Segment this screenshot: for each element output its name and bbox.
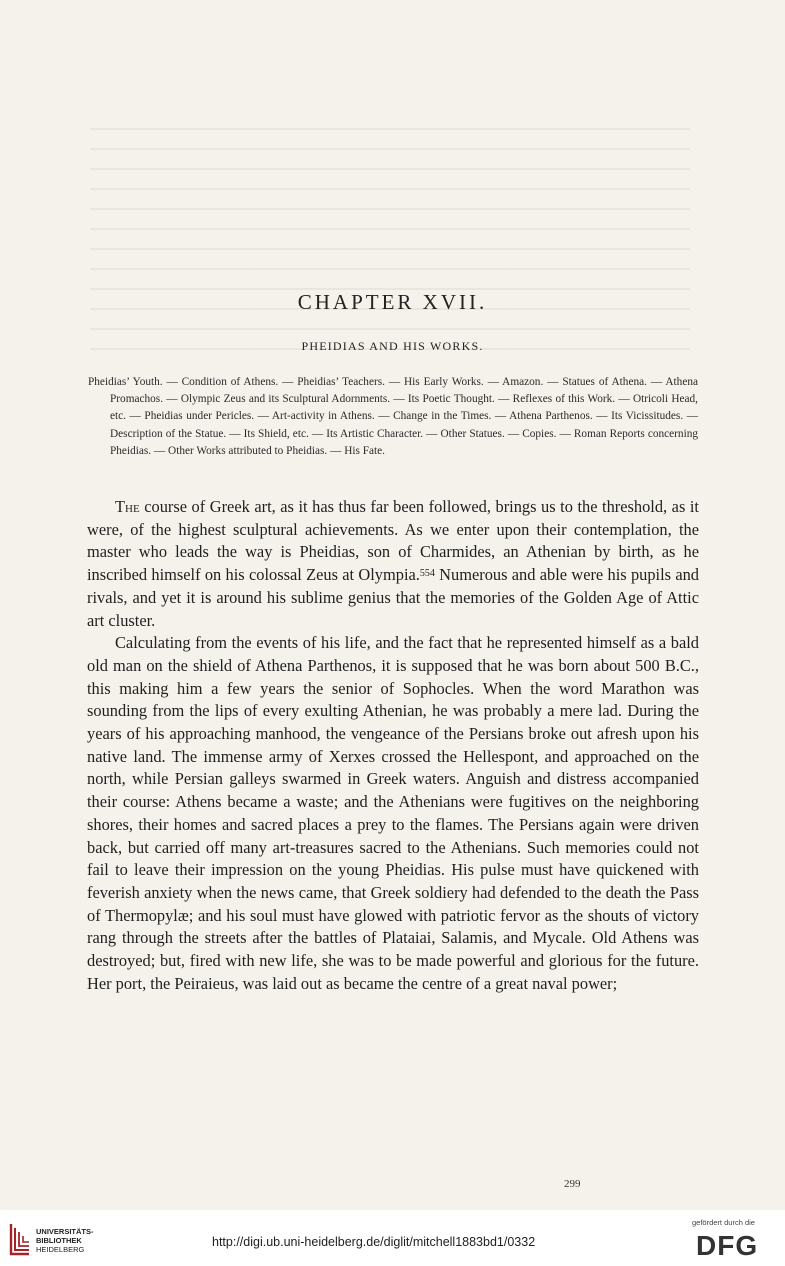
chapter-synopsis: Pheidias’ Youth. — Condition of Athens. — Pheidias’ Teachers. — His Early Works. — Amazon. — Statues of Athena. — Athena Promachos. — Olympic Zeus and its Sculptural Adornments. — Its Poetic Thought. — Reflexes of this Work. — Otricoli Head, etc. — Pheidias under Pericles. — Art-activity in Athens. — Change in the Times. — Athena Parthenos. — Its Vicissitudes. — Description of the Statue. — Its Shield, etc. — Its Artistic Character. — Other Statues. — Copies. — Roman Reports concerning Pheidias. — Other Works attributed to Pheidias. — His Fate. xyxy=(88,376,698,457)
paragraph-lead-word: The xyxy=(115,497,140,516)
body-text xyxy=(87,496,699,995)
institution-name xyxy=(36,1227,94,1254)
dfg-logo[interactable]: DFG xyxy=(696,1230,759,1261)
viewer-footer xyxy=(0,1210,785,1266)
funding-caption: gefördert durch die xyxy=(692,1218,755,1227)
page-number: 299 xyxy=(564,1178,581,1190)
chapter-title: CHAPTER XVII. xyxy=(297,290,488,314)
institution-line-3: HEIDELBERG xyxy=(36,1245,85,1254)
footnote-ref[interactable]: 554 xyxy=(419,568,435,580)
institution-line-2: BIBLIOTHEK xyxy=(36,1236,82,1245)
paragraph-1 xyxy=(87,496,699,632)
show-through-text xyxy=(90,110,690,360)
institution-line-1: UNIVERSITÄTS- xyxy=(36,1227,94,1236)
permalink-url[interactable]: http://digi.ub.uni-heidelberg.de/diglit/mitchell1883bd1/0332 xyxy=(212,1235,536,1249)
paragraph-2: Calculating from the events of his life, and the fact that he represented himself as a bald old man on the shield of Athena Parthenos, it is supposed that he was born about 500 B.C., this making him a few years the senior of Sophocles. When the word Marathon was sounding from the lips of every exulting Athenian, he was probably a mere lad. During the years of his approaching manhood, the vengeance of the Persians broke out afresh upon his native land. The immense army of Xerxes crossed the Hellespont, and approached on the north, while Persian galleys swarmed in Greek waters. Anguish and distress accompanied their course: Athens became a waste; and the Athenians were fugitives on the neighboring shores, their homes and sacred places a prey to the flames. The Persians again were driven back, but carried off many art-treasures sacred to the Athenians. Such memories could not fail to leave their impression on the young Pheidias. His pulse must have quickened with feverish anxiety when the news came, that Greek soldiery had defended to the death the Pass of Thermopylæ; and his soul must have glowed with patriotic fervor as the shouts of victory rang through the streets after the battles of Plataiai, Salamis, and Mycale. Old Athens was destroyed; but, fired with new life, she was to be made powerful and glorious for the future. Her port, the Peiraieus, was laid out as became the centre of a great naval power; xyxy=(87,633,699,993)
chapter-subtitle: PHEIDIAS AND HIS WORKS. xyxy=(301,339,484,353)
paragraph-1-text-a: course of Greek art, as it has thus far been followed, brings us to the threshold, as it were, of the highest sculptural achievements. As we enter upon their contemplation, the master who leads the way is Pheidias, son of Charmides, an Athenian by birth, as he inscribed himself on his colossal Zeus at Olympia. xyxy=(87,497,699,585)
paragraph-1-text-b: Numerous and able were his pupils and rivals, and yet it is around his sublime genius that the memories of the Golden Age of Attic art cluster. xyxy=(87,565,699,630)
university-library-logo-icon[interactable] xyxy=(9,1222,31,1256)
